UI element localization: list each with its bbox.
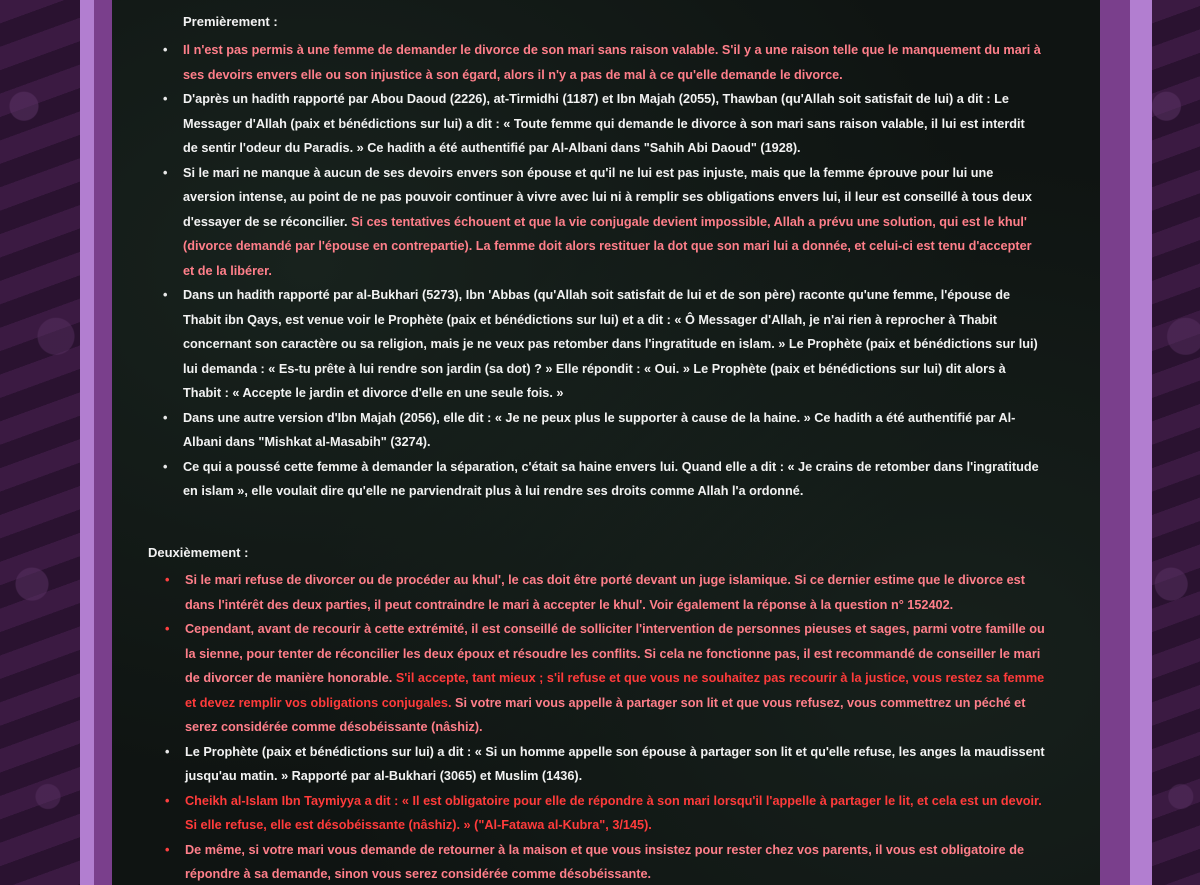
list-item [165,740,1045,789]
paragraph-text: S'il accepte, tant mieux ; s'il refuse et que vous ne souhaitez pas recourir à la justice, vous restez sa femme et devez remplir vos obligations conjugales. [185,671,1045,710]
right-ornament-border [1152,0,1200,885]
bullet-icon: • [163,165,168,180]
bullet-icon: • [165,744,170,759]
list-item [165,617,1045,740]
bullet-icon: • [163,92,168,106]
list-item [163,283,1043,406]
list-item [163,406,1043,455]
bullet-icon: • [165,842,170,857]
article-panel [112,0,1100,885]
section2-list [165,568,1045,885]
list-item [163,161,1043,284]
paragraph-text: Dans une autre version d'Ibn Majah (2056), elle dit : « Je ne peux plus le supporter à cause de la haine. » Ce hadith a été authentifié par Al-Albani dans "Mishkat al-Masabih" (3274). [183,410,1016,449]
section1-list [163,38,1043,504]
paragraph-text: Il n'est pas permis à une femme de demander le divorce de son mari sans raison valable. S'il y a une raison telle que le manquement du mari à ses devoirs envers elle ou son injustice à son égard, alors il n'y a pas de mal à ce qu'elle demande le divorce. [183,43,1041,82]
list-item [163,38,1043,87]
left-dark-purple-band [94,0,112,885]
bullet-icon: • [165,573,170,587]
paragraph-text: Cheikh al-Islam Ibn Taymiyya a dit : « Il est obligatoire pour elle de répondre à son mari lorsqu'il l'appelle à partager le lit, et cela est un devoir. Si elle refuse, elle est désobéissante (nâshiz). » ("Al-Fatawa al-Kubra", 3/145). [185,793,1042,832]
right-purple-band [1130,0,1152,885]
paragraph-text: D'après un hadith rapporté par Abou Daoud (2226), at-Tirmidhi (1187) et Ibn Majah (2055), Thawban (qu'Allah soit satisfait de lui) a dit : Le Messager d'Allah (paix et bénédictions sur lui) a dit : « Toute femme qui demande le divorce à son mari sans raison valable, il lui est interdit de sentir l'odeur du Paradis. » Ce hadith a été authentifié par Al-Albani dans "Sahih Abi Daoud" (1928). [183,92,1025,155]
list-item [165,789,1045,838]
paragraph-text: Si ces tentatives échouent et que la vie conjugale devient impossible, Allah a prévu une solution, qui est le khul' (divorce demandé par l'épouse en contrepartie). La femme doit alors restituer la dot que son mari lui a donnée, et celui-ci est tenu d'accepter et de la libérer. [183,214,1032,278]
bullet-icon: • [163,288,168,302]
bullet-icon: • [163,459,168,474]
list-item [165,568,1045,617]
paragraph-text: Dans un hadith rapporté par al-Bukhari (5273), Ibn 'Abbas (qu'Allah soit satisfait de lui et de son père) raconte qu'une femme, l'épouse de Thabit ibn Qays, est venue voir le Prophète (paix et bénédictions sur lui) et a dit : « Ô Messager d'Allah, je n'ai rien à reprocher à Thabit concernant son caractère ou sa religion, mais je ne veux pas retomber dans l'ingratitude en islam. » Le Prophète (paix et bénédictions sur lui) lui demanda : « Es-tu prête à lui rendre son jardin (sa dot) ? » Elle répondit : « Oui. » Le Prophète (paix et bénédictions sur lui) dit alors à Thabit : « Accepte le jardin et divorce d'elle en une seule fois. » [183,288,1038,400]
section2-heading: Deuxièmement : [148,545,249,560]
list-item [163,455,1043,504]
paragraph-text: De même, si votre mari vous demande de retourner à la maison et que vous insistez pour rester chez vos parents, il vous est obligatoire de répondre à sa demande, sinon vous serez considérée comme désobéissante. [185,842,1025,881]
section1-heading: Premièrement : [183,14,278,29]
paragraph-text: Si le mari ne manque à aucun de ses devoirs envers son épouse et qu'il ne lui est pas injuste, mais que la femme éprouve pour lui une aversion intense, au point de ne pas pouvoir continuer à vivre avec lui ni à remplir ses obligations envers lui, il leur est conseillé à tous deux d'essayer de se réconcilier. [183,165,1032,229]
paragraph-text: Si votre mari vous appelle à partager son lit et que vous refusez, vous commettrez un péché et serez considérée comme désobéissante (nâshiz). [185,695,1026,734]
paragraph-text: Si le mari refuse de divorcer ou de procéder au khul', le cas doit être porté devant un juge islamique. Si ce dernier estime que le divorce est dans l'intérêt des deux parties, il peut contraindre le mari à accepter le khul'. Voir également la réponse à la question n° 152402. [185,573,1025,612]
paragraph-text: Ce qui a poussé cette femme à demander la séparation, c'était sa haine envers lui. Quand elle a dit : « Je crains de retomber dans l'ingratitude en islam », elle voulait dire qu'elle ne parviendrait plus à lui rendre ses droits comme Allah l'a ordonné. [183,459,1039,498]
left-purple-band [80,0,94,885]
paragraph-text: Cependant, avant de recourir à cette extrémité, il est conseillé de solliciter l'intervention de personnes pieuses et sages, parmi votre famille ou la sienne, pour tenter de réconcilier les deux époux et résoudre les conflits. Si cela ne fonctionne pas, il est recommandé de conseiller le mari de divorcer de manière honorable. [185,622,1045,685]
paragraph-text: Le Prophète (paix et bénédictions sur lui) a dit : « Si un homme appelle son épouse à partager son lit et qu'elle refuse, les anges la maudissent jusqu'au matin. » Rapporté par al-Bukhari (3065) et Muslim (1436). [185,744,1045,783]
list-item [163,87,1043,161]
bullet-icon: • [163,410,168,425]
bullet-icon: • [165,622,170,636]
list-item [165,838,1045,885]
bullet-icon: • [165,793,170,808]
bullet-icon: • [163,43,168,57]
right-dark-purple-band [1100,0,1130,885]
left-ornament-border [0,0,80,885]
